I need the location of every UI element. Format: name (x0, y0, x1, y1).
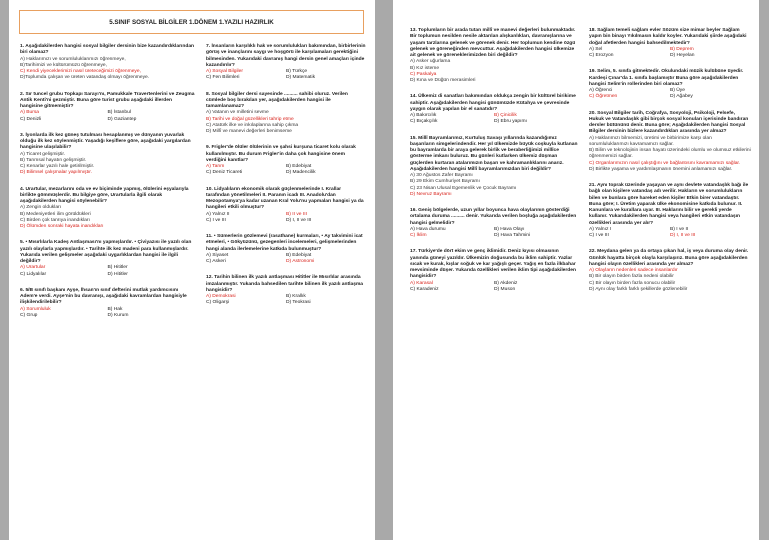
answer-option: B)Tarihimizi ve kültürümüzü öğrenmeye, (20, 62, 107, 68)
answer-option: A) Vatanın ve milletini sevme (206, 110, 269, 116)
answer-option: B) Edebiyat (286, 164, 312, 169)
question-text: 12. Tarihin bilinen ilk yazılı antlaşması Hititler ile Mısırlılar arasında imzalanmıştır. Yukarıda bahsedilen tarihte bilinen ilk yazılı antlaşma hangisidir? (206, 275, 364, 293)
answer-option: A) Zengin oldukları (20, 205, 62, 211)
answer-grid (410, 281, 578, 294)
answer-option: C) Birden çok tanrıya inandıkları (20, 217, 90, 223)
question-text: 22. Meydana gelen ya da ortaya çıkan hal, iş veya duruma olay denir. Günlük hayatta birçok olayla karşılaşırız. Buna göre aşağıdakilerden hangisi olayın özellikleri arasında yer almaz? (589, 249, 749, 267)
answer-option-marked: B) II ve III (286, 211, 307, 217)
answer-option: A) Asker uğurlama (410, 59, 451, 65)
question-text: 16. Geniş bölgelerde, uzun yıllar boyunca hava olaylarının gösterdiği ortalama duruma .......... denir. Yukarıda verilen boşluğa aşağıdakilerden hangisi gelmelidir? (410, 208, 577, 226)
question (20, 92, 195, 123)
question-text: 1. Aşağıdakilerden hangisi sosyal bilgiler dersinin bize kazandırdıklarından biri olamaz? (20, 44, 195, 56)
question-text: 15. Millî Bayramlarımız, Kurtuluş Savaşı yıllarında kazandığımız başarıların simgelerindendir. Her yıl ülkemizde büyük coşkuyla kutlanan bu bayramlarda bir araya gelerek birlik ve beraberliğimizi millîce gösterme imkanı buluruz. Bu günleri kutlarken ülkemiz düşman güçlerden kurtaran atalarımızın başarı ve kahramanlıklarını anarız. Aşağıdakilerden hangisi Millî bayramlarımızdan biri değildir? (410, 135, 578, 172)
answer-option: B) İstanbul (107, 110, 131, 116)
answer-option: D) Muson (494, 286, 516, 292)
answer-option: C) I ve III (589, 233, 609, 238)
answer-option: A) Haklarımızı ve sorumluluklarımızı öğrenmeye, (20, 56, 126, 62)
page2-column-left (410, 28, 578, 303)
question-text: 6. 5/B sınıfı başkanı Ayşe, İhsan'ın sınıf defterini mutlak yardımcısını Adem'e verdi. Ayşe'nin bu davranışı, aşağıdaki kavramlardan hangisiyle ilişkilendirilebilir? (20, 287, 187, 306)
question (589, 183, 751, 239)
answer-option: A) Yalnız I (589, 226, 612, 232)
answer-option-marked: C) Öğretmen (589, 94, 618, 100)
answer-option-marked: A) Tarım (206, 164, 225, 169)
answer-option: A) Sel (589, 46, 603, 52)
answer-option: C) 23 Nisan Ulusal Egemenlik ve Çocuk Bayramı (410, 185, 517, 191)
answer-option: A) Haklarımızı bilmemizi, üretimi ve birbirimize karşı olan sorumluluklarımızı kavramamızı sağlar. (589, 135, 712, 147)
question-text: 3. İyonlarda ilk kez güneş tutulması hesaplanmış ve dünyanın yuvarlak olduğu ilk kez söylenmiştir. Yaşadığı keşiflere göre, aşağıdaki yargılardan hangisine ulaşılabilir? (20, 132, 191, 151)
answer-option: B) Hak (107, 306, 123, 312)
answer-option-marked: A) Bursa (20, 110, 40, 116)
answer-grid (206, 212, 366, 225)
answer-option-marked: A) Sorumluluk (20, 306, 51, 312)
answer-option: B) Üye (670, 88, 685, 93)
question (589, 111, 751, 174)
answer-grid (20, 110, 195, 123)
question (206, 44, 366, 82)
answer-option-marked: D) Astronomi (286, 259, 315, 264)
answer-option: A) Hava durumu (410, 226, 446, 232)
answer-option-marked: B) Deprem (670, 46, 694, 52)
question-text: 20. Sosyal Bilgiler tarih, Coğrafya, Sosyoloji, Psikoloji, Felsefe, Hukuk ve Vatandaşlık gibi birçok sosyal konuları içerisinde bandıran dersler bütününü denir. Buna göre; Aşağıdakilerden hangisi Sosyal Bilgiler dersinin bizlere kazandırdıkları arasında yer almaz? (589, 110, 749, 135)
answer-option: D) Kına ve Düğün merasimleri (410, 78, 476, 83)
answer-grid (206, 253, 366, 266)
answer-grid (206, 69, 366, 82)
answer-option: D) Madencilik (286, 170, 316, 176)
answer-option: A) Yalnız II (206, 211, 230, 217)
answer-option: A) Öğrenci (589, 88, 613, 93)
answer-option: B) Akdeniz (494, 280, 518, 286)
answer-option: C) Askeri (206, 259, 226, 264)
answer-option: B) Kız isteme (410, 65, 440, 71)
answer-grid (20, 307, 195, 320)
answer-option: D) Birlikte yaşama ve yardımlaşmanın önemini anlamamızı sağlar. (589, 166, 733, 172)
answer-option-marked: A) Karasal (410, 280, 433, 286)
question-text: 17. Türkiye'de dört ekim ve genç iklimidir. Deniz kıyısı olmasının yanında güneyi yazıldır. Ülkemizin doğusunda bu iklim sahiptir. Yazlar sıcak ve kurak, kışlar soğuk ve kar yağışlı geçer. Yağış en fazla ilkbahar mevsiminde düşer. Yukarıda özellikleri verilen iklim tipi aşağıdakilerden hangisidir? (410, 249, 576, 280)
question (589, 249, 751, 293)
document-page-1 (9, 0, 375, 540)
question (589, 28, 751, 59)
question (206, 92, 366, 136)
exam-title: 5.SINIF SOSYAL BİLGİLER 1.DÖNEM 1.YAZILI HAZIRLIK (109, 18, 274, 26)
answer-option: D) Hava Tahmini (494, 233, 531, 238)
question-text: 5. • Mısırlılarla Kadeş Antlaşması'nı yapmışlardır. • Çiviyazısı ile yazılı olan yazılı olaylarla yapmışlardır. • Tarihte ilk kez madeni para kullanmışlardır. Yukarıda verilen gelişmeler aşağıdaki uygarlıklardan hangisi ile ilgili değildir? (20, 240, 192, 264)
answer-option-marked: A) Demokrasi (206, 294, 236, 299)
question-text: 13. Toplumların bir arada tutan millî ve manevi değerleri bulunmaktadır. Bir toplumun nesilden nesile aktarılan alışkanlıkları, davranışlarına ve yaşam tarzlarına gelenek ve görenek denir. Her toplumun kendine özgü gelenek ve göreneğinden mevcuttur. Aşağıdakilerden hangisi ülkemize ait gelenek ve göreneklerimizden biri değildir? (410, 28, 576, 58)
page1-column-right (206, 44, 366, 317)
answer-grid (589, 227, 751, 240)
exam-title-box (19, 10, 364, 34)
question (20, 187, 195, 231)
question (410, 249, 578, 293)
answer-option: D) Ağabey (670, 94, 693, 100)
answer-option: B) Medeniyetleri ilim görüldükleri (20, 211, 91, 217)
answer-option: C) Kenarlar yazılı hale getirilmiştir. (20, 164, 95, 169)
answer-grid (20, 265, 195, 278)
answer-option: D) Heyelan (670, 53, 695, 58)
answer-grid (206, 164, 366, 177)
answer-grid (410, 113, 578, 126)
answer-grid (589, 47, 751, 60)
answer-option: C) Atatürk ilke ve inkılaplarına sahip çıkma (206, 122, 299, 128)
answer-option: A) Ticaret gelişmiştir. (20, 151, 66, 157)
answer-option: C) Bir olayın birden fazla sonucu olabilir (589, 280, 676, 286)
document-page-2 (393, 0, 759, 540)
question-text: 19. Selim, 5. sınıfa gitmektedir. Okulundaki müzik kulübüne üyedir. Kardeşi Çınar'da 1. sınıfa başlamıştır Buna göre aşağıdakilerden hangisi Selim'in rollerinden biri olamaz? (589, 69, 744, 87)
answer-option: B) Krallık (286, 294, 306, 299)
question (20, 240, 195, 278)
answer-option: B) Türkçe (286, 69, 308, 74)
answer-option: D) Kurum (107, 312, 129, 318)
question-text: 10. Lidyalıların ekonomik olarak güçlenmelerinde I. Krallar tarafından yönetilmeleri II. Paranın icadı III. Anadolu'dan Mezopotamya'ya kadar uzanan Kral Yolu'nu yapmaları hangisi ya da hangileri etkili olmuştur? (206, 186, 364, 211)
answer-option-marked: A) Olayların nedenleri sadece insanlardır (589, 268, 678, 273)
answer-option: D) Aynı olay farklı farklı şekillerde gözlenebilir (589, 286, 688, 292)
answer-option: B) 29 Ekim Cumhuriyet Bayramı (410, 179, 480, 185)
answer-option-marked: A) Urartular (20, 265, 46, 271)
answer-option: B) I ve II (670, 226, 689, 232)
answer-option: B) Edebiyat (286, 252, 312, 258)
question (206, 187, 366, 225)
answer-option: B) Bilim ve teknolojinin insan hayatı üzerindeki olumlu ve olumsuz etkilerini öğrenmemizi sağlar. (589, 148, 751, 160)
answer-option: A) Bakırcılık (410, 113, 437, 118)
answer-option: C) Bıçakçılık (410, 119, 438, 125)
question-text: 21. Aynı toprak üzerinde yaşayan ve aynı devlete vatandaşlık bağı ile bağlı olan kişilere vatandaş adı verilir. Hakların ve sorumlulukların bilen ve bunlara göre hareket eden kişiler Etkin birer vatandaştır. Buna göre; I. Üretim yaparak ülke ekonomisine katkıda bulunur. II. Kanunlara ve kurallara uyar. III. Haklarını bilir ve gerekli yerde kullanır. Yukarıdakilerden hangisi veya hangileri etkin vatandaşın özellikleri arasında yer alır? (589, 183, 749, 226)
answer-option: C) Oligarşi (206, 300, 230, 306)
question-text: 2. Sır tuncel grubu Topkapı Sarayı'nı, Pamukkale Travertenlerini ve Zeugma Antik Kenti'ni gezmiştir. Buna göre turist grubu aşağıdaki illerden hangisine gitmemiştir? (20, 91, 195, 109)
answer-option: A) 30 Ağustos Zafer Bayramı (410, 173, 473, 178)
answer-option: C) Fen Bilimleri (206, 75, 240, 81)
answer-option: C) Grup (20, 312, 38, 318)
answer-option: D)Toplumda çalışan ve üreten vatandaş olmayı öğrenmeye. (20, 75, 150, 81)
page1-column-left (20, 44, 195, 329)
question-text: 11. • Sümerlerin gözlemevi (rasathane) kurmaları, • Ay takvimini icat etmeleri, • Gökyüzünü, gezegenleri incelemeleri, gelişmelerinden hangi alanda ilerlemelerine katkıda bulunmuştur? (206, 234, 363, 252)
question (20, 133, 195, 177)
answer-option: B) Bir olayın birden fazla nedeni olabilir (589, 274, 674, 280)
answer-option-marked: C) Kendi yiyeceklerimizi nasıl üreteceğimizi öğrenmeye, (20, 69, 141, 74)
question-text: 4. Urartular, mezarlarını oda ve ev biçiminde yapmış, ölülerini eşyalarıyla birlikte gömmüşlerdir. Bu bilgiye göre, Urartularla ilgili olarak aşağıdakilerden hangisi söylenebilir? (20, 186, 189, 204)
answer-option-marked: B) Tarihi ve doğal güzellikleri tahrip etme (206, 116, 294, 122)
question (206, 275, 366, 306)
question-text: 9. Frigler'de ölüler ölülerinin ve şahsi kurşuna ticaret kolu olarak kullanılmıştır. Bu durum Frigler'in daha çok hangisine önem verdiğini kanıtlar? (206, 145, 356, 163)
question-text: 18. Sağlam temeli sağlam evler Sözüm size mimar beyler Sağlam yapın bin binayı Yıkılmasın kaldır koyler. Yukarıdaki şiirde aşağıdaki doğal afetlerden hangisi bahsedilmektedir? (589, 28, 747, 46)
question-text: 7. İnsanların karşılıklı hak ve sorumlulukları bakımından, birbirlerinin görüş ve inançlarını saygı ve hoşgörü ile karşılamaları gerektiğini bilmesinden. Yukarıdaki davranış hangi dersin genel amaçları içinde kazandırılır? (206, 44, 366, 68)
answer-option-marked: D) Nevruz Bayramı (410, 191, 452, 197)
question (206, 234, 366, 265)
answer-grid (410, 227, 578, 240)
answer-option-marked: C) Paskalya (410, 71, 437, 77)
answer-option-marked: A) Sosyal Bilgiler (206, 69, 243, 74)
answer-option: A) Siyaset (206, 252, 229, 258)
answer-option-marked: C) Organlarımızın nasıl çalıştığını ve bağlantısını kavramamızı sağlar. (589, 160, 741, 166)
question-text: 14. Ülkemiz di sanatları bakımından oldukça zengin bir kültürel birikime sahiptir. Aşağıdakilerden hangisi günümüzde Kütahya ve çevresinde yaygın olarak yapılan bir el sanatıdır? (410, 94, 576, 112)
answer-option: D) Ebru yapımı (494, 119, 527, 125)
answer-option-marked: D) Bilimsel çalışmalar yapılmıştır. (20, 170, 93, 176)
question (410, 136, 578, 199)
question-text: 8. Sosyal bilgiler dersi sayesinde .......... sahibi oluruz. Verilen cümlede boş bırakılan yer, aşağıdakilerden hangisi ile tamamlanamaz? (206, 91, 348, 109)
answer-option: C) I ve III (206, 217, 226, 223)
answer-option: D) Gaziantep (107, 116, 137, 122)
answer-option-marked: D) I, II ve III (670, 233, 696, 238)
answer-option: C) Deniz Ticareti (206, 170, 243, 176)
answer-option: D) I, II ve III (286, 217, 312, 223)
question (410, 28, 578, 84)
answer-option: C) Denizli (20, 116, 42, 122)
question (410, 94, 578, 125)
answer-option: C) Karadeniz (410, 286, 439, 292)
page2-column-right (589, 28, 751, 303)
question (20, 288, 195, 319)
answer-option: B) Tarımsal hayatın gelişmiştir. (20, 157, 87, 163)
question (20, 44, 195, 82)
answer-option: D) Hititler (107, 271, 128, 277)
question (206, 145, 366, 176)
answer-option-marked: C) İklim (410, 233, 427, 238)
answer-option: D) Teokrasi (286, 300, 311, 306)
question (589, 69, 751, 100)
answer-option: B) Hava Olayı (494, 226, 525, 232)
answer-option: B) Hititler (107, 265, 128, 271)
answer-grid (589, 88, 751, 101)
answer-option: D) Matematik (286, 75, 316, 81)
question (410, 208, 578, 239)
answer-option-marked: D) Ölümden sonraki hayata inandıkları (20, 224, 104, 229)
answer-option: C) Erozyon (589, 53, 614, 58)
answer-option-marked: B) Çinicilik (494, 113, 517, 118)
answer-option: C) Lidyalılar (20, 271, 47, 277)
answer-grid (206, 294, 366, 307)
answer-option: D) Millî ve manevi değerleri benimseme (206, 129, 292, 134)
